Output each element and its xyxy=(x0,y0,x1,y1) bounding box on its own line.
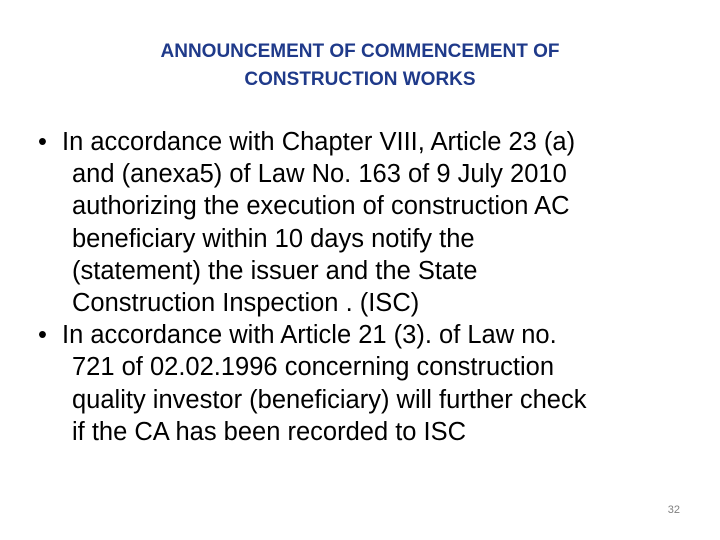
bullet-2-line-4: if the CA has been recorded to ISC xyxy=(72,417,467,446)
bullet-1-line-6: Construction Inspection . (ISC) xyxy=(72,289,420,318)
bullet-2-line-2: 721 of 02.02.1996 concerning construction xyxy=(72,353,555,382)
bullet-1-line-4: beneficiary within 10 days notify the xyxy=(72,224,475,253)
title-line-2: CONSTRUCTION WORKS xyxy=(244,69,476,90)
bullet-item-2 xyxy=(38,319,708,448)
bullet-1-line-1: In accordance with Chapter VIII, Article 23 (a) xyxy=(62,128,576,156)
title-line-1: ANNOUNCEMENT OF COMMENCEMENT OF xyxy=(160,41,560,62)
bullet-2-line-1: In accordance with Article 21 (3). of Law no. xyxy=(62,321,557,350)
bullet-1-line-2: and (anexa5) of Law No. 163 of 9 July 2010 xyxy=(72,160,567,189)
slide-title xyxy=(0,38,720,94)
slide-body xyxy=(38,126,708,448)
bullet-icon: • xyxy=(38,128,47,156)
bullet-item-1 xyxy=(38,126,708,319)
page-number: 32 xyxy=(667,504,680,516)
bullet-2-line-3: quality investor (beneficiary) will further check xyxy=(72,385,587,414)
bullet-icon: • xyxy=(38,321,47,350)
bullet-1-line-5: (statement) the issuer and the State xyxy=(72,256,478,285)
bullet-1-line-3: authorizing the execution of construction AC xyxy=(72,192,570,221)
